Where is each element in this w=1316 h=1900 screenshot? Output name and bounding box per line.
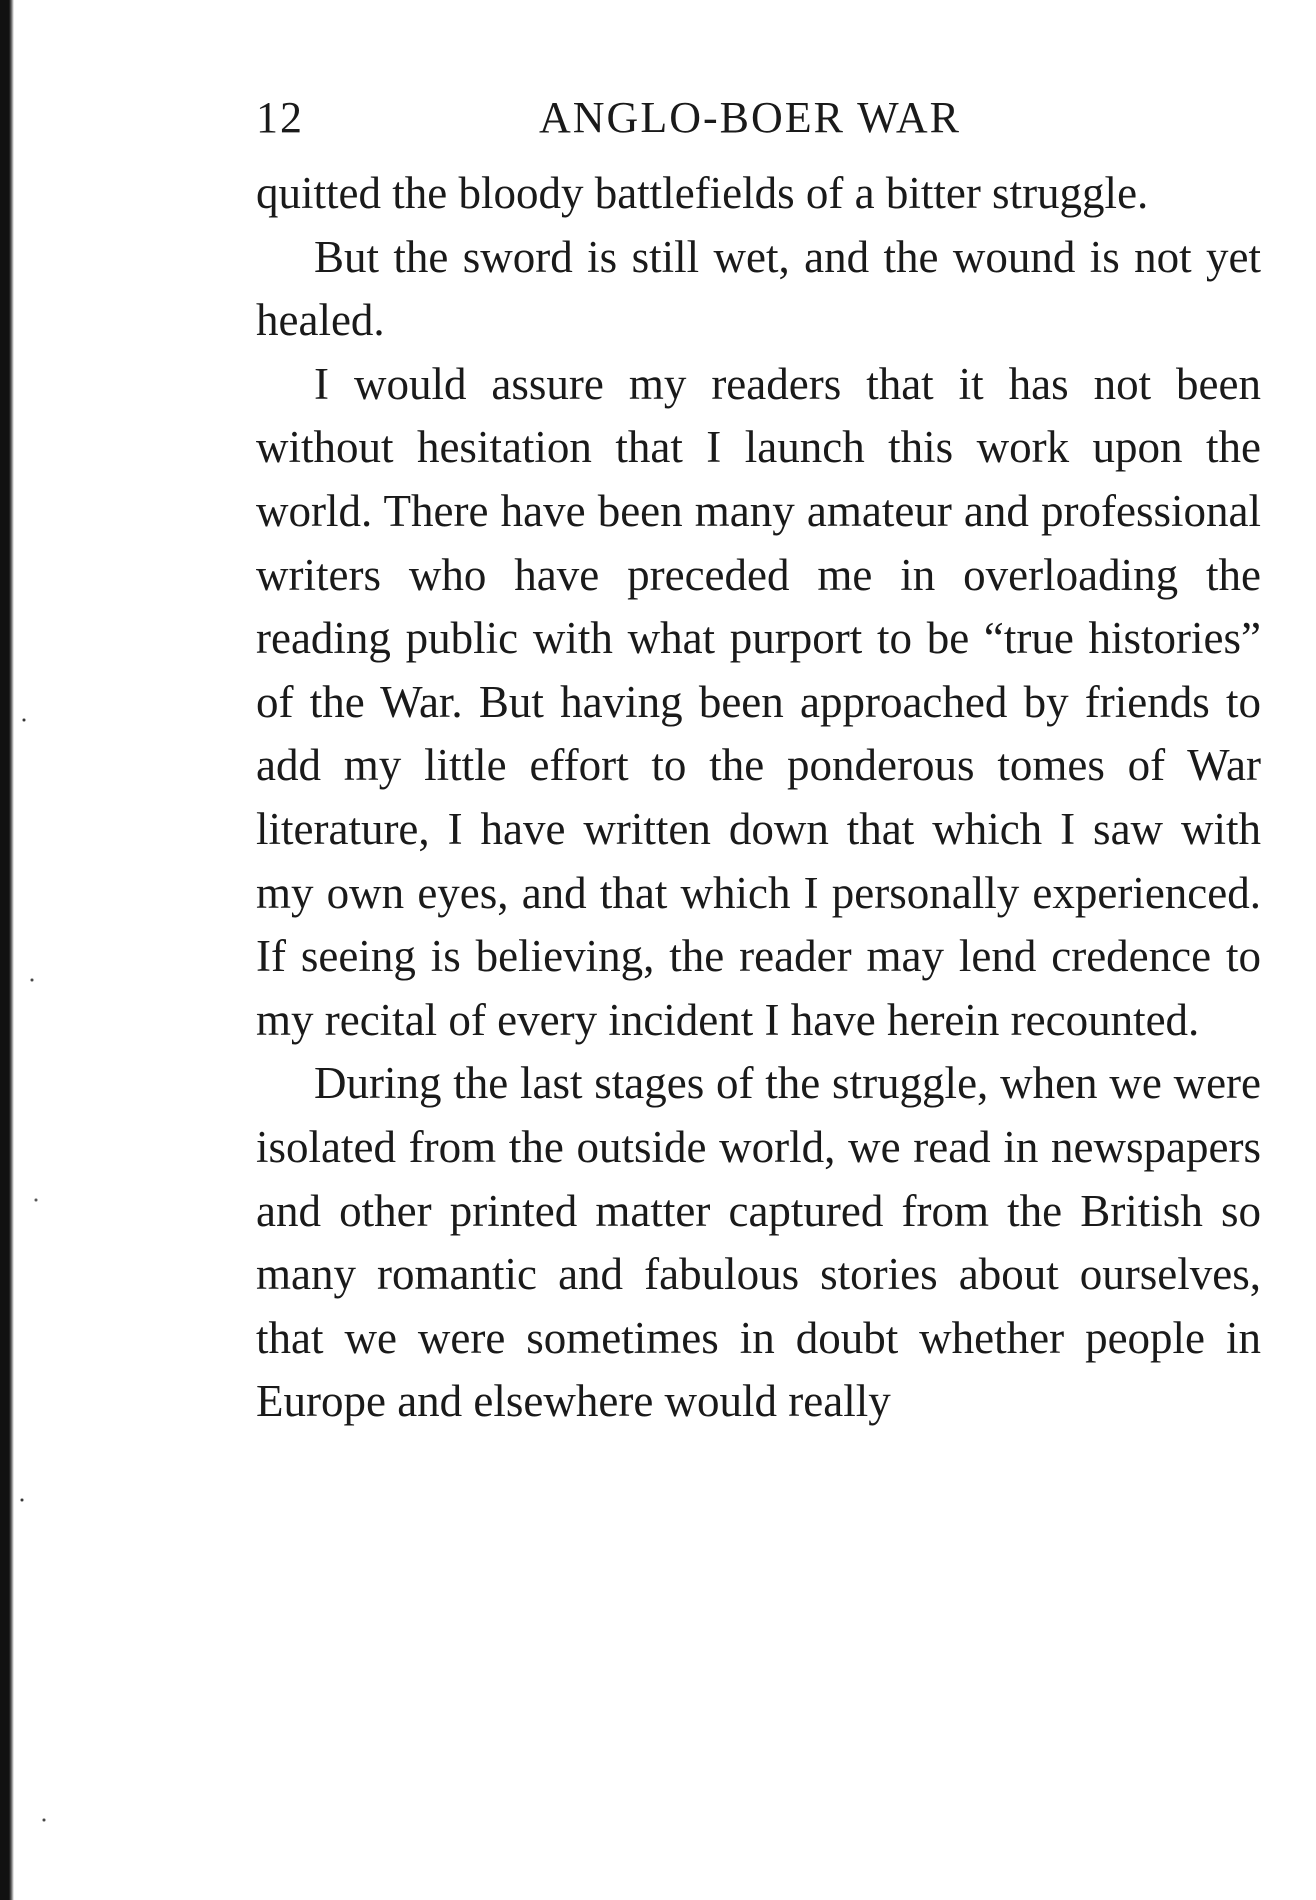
book-binding-edge [0, 0, 14, 1900]
paragraph: I would assure my readers that it has not been without hesitation that I launch this work upon the world. There have been many amateur and professional writers who have preceded me in overloading the reading public with what purport to be “true histories” of the War. But having been approached by friends to add my little effort to the ponderous tomes of War literature, I have written down that which I saw with my own eyes, and that which I personally experienced. If seeing is believing, the reader may lend credence to my recital of every incident I have herein recounted. [256, 358, 1261, 1045]
running-title: ANGLO-BOER WAR [539, 93, 961, 142]
scan-specks [14, 0, 54, 1900]
page-number: 12 [256, 93, 304, 142]
body-text [256, 162, 1261, 1434]
paragraph: During the last stages of the struggle, when we were isolated from the outside world, we read in newspapers and other printed matter captured from the British so many romantic and fabulous stories about ourselves, that we were sometimes in doubt whether people in Europe and elsewhere would really [256, 1058, 1261, 1427]
running-head [256, 92, 1261, 152]
paragraph: But the sword is still wet, and the wound is not yet healed. [256, 231, 1261, 346]
paragraph-continued: quitted the bloody battlefields of a bitter struggle. [256, 168, 1149, 218]
